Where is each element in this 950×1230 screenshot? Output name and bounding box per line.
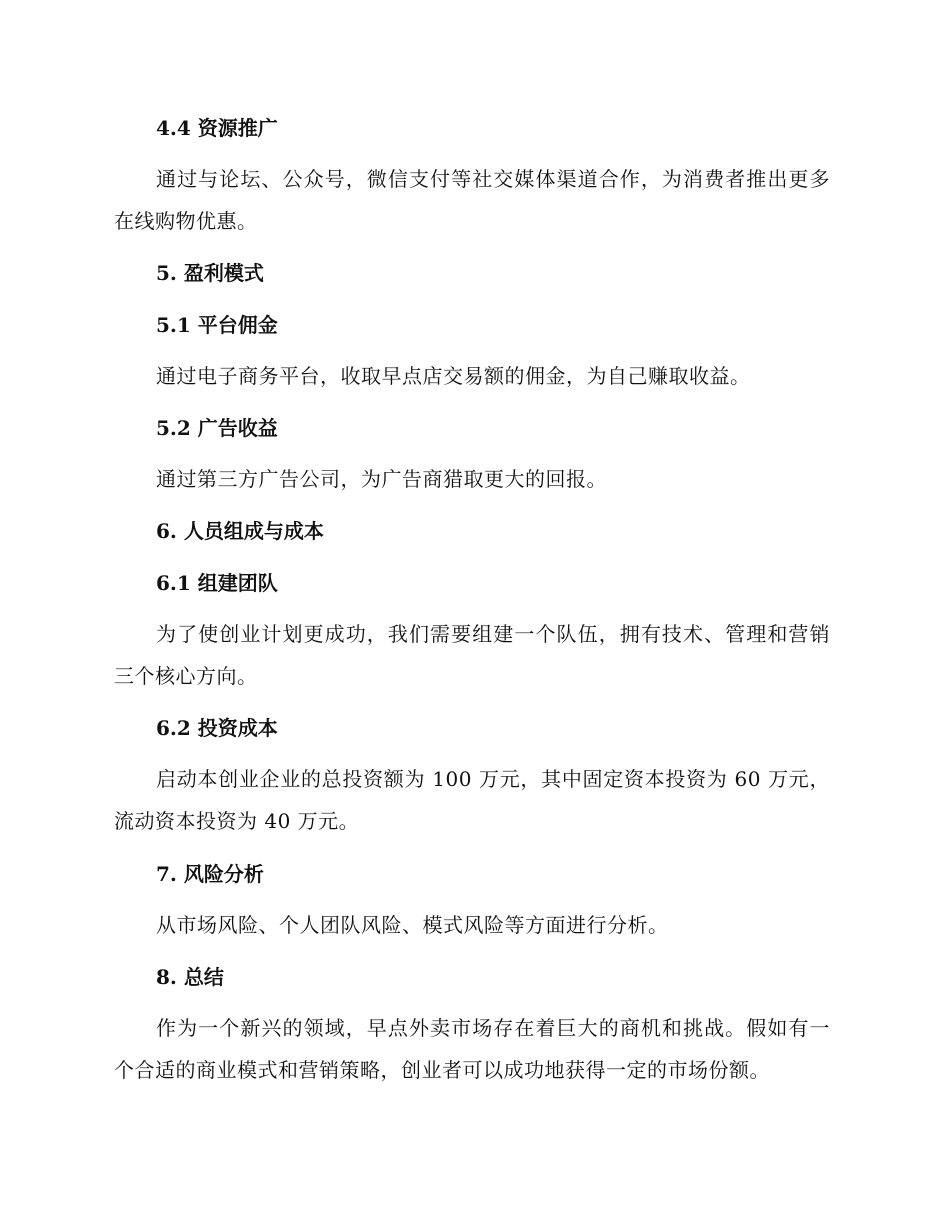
section-heading-6-2: 6.2 投资成本	[156, 716, 278, 740]
paragraph-platform-commission: 通过电子商务平台，收取早点店交易额的佣金，为自己赚取收益。	[156, 364, 751, 388]
section-heading-6-1: 6.1 组建团队	[156, 571, 278, 595]
paragraph-summary: 作为一个新兴的领域，早点外卖市场存在着巨大的商机和挑战。假如有一个合适的商业模式和营销策略，创业者可以成功地获得一定的市场份额。	[114, 1016, 830, 1082]
section-heading-7: 7. 风险分析	[156, 862, 264, 886]
section-heading-4-4: 4.4 资源推广	[156, 116, 278, 140]
section-heading-8: 8. 总结	[156, 965, 224, 989]
paragraph-build-team: 为了使创业计划更成功，我们需要组建一个队伍，拥有技术、管理和营销三个核心方向。	[114, 622, 830, 688]
section-heading-5-1: 5.1 平台佣金	[156, 313, 278, 337]
paragraph-resource-promotion: 通过与论坛、公众号，微信支付等社交媒体渠道合作，为消费者推出更多在线购物优惠。	[114, 167, 830, 233]
paragraph-risk-analysis: 从市场风险、个人团队风险、模式风险等方面进行分析。	[156, 913, 669, 937]
paragraph-ad-revenue: 通过第三方广告公司，为广告商猎取更大的回报。	[156, 467, 607, 491]
section-heading-5-2: 5.2 广告收益	[156, 416, 278, 440]
section-heading-5: 5. 盈利模式	[156, 261, 264, 285]
paragraph-investment-cost: 启动本创业企业的总投资额为 100 万元，其中固定资本投资为 60 万元，流动资本投资为 40 万元。	[114, 767, 830, 833]
section-heading-6: 6. 人员组成与成本	[156, 519, 324, 543]
